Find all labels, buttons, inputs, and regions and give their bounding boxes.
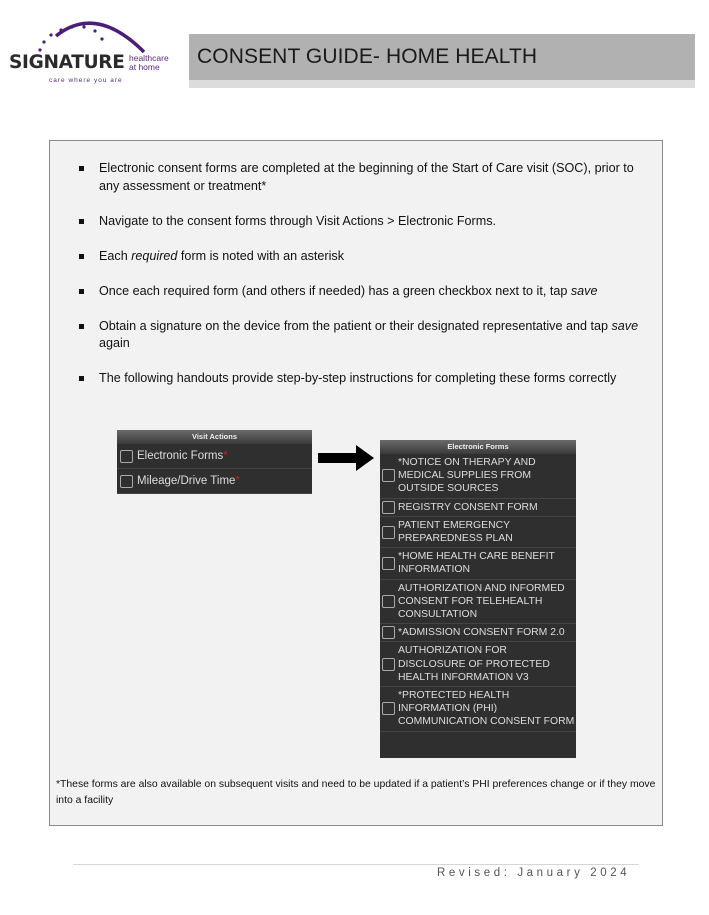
electronic-form-item[interactable]: [380, 687, 576, 732]
bullet-square-icon: [79, 219, 84, 224]
checkbox-icon[interactable]: [382, 501, 395, 514]
checkbox-icon[interactable]: [120, 450, 133, 463]
electronic-form-label: AUTHORIZATION FOR DISCLOSURE OF PROTECTED HEALTH INFORMATION V3: [398, 645, 550, 683]
electronic-form-item[interactable]: [380, 580, 576, 625]
electronic-form-label: *NOTICE ON THERAPY AND MEDICAL SUPPLIES FROM OUTSIDE SOURCES: [398, 457, 536, 495]
electronic-form-item[interactable]: [380, 517, 576, 548]
bullet-text: save: [570, 283, 598, 298]
checkbox-icon[interactable]: [382, 702, 395, 715]
logo-arc-icon: [36, 10, 156, 54]
bullet-item: [78, 283, 654, 301]
footnote: *These forms are also available on subsequent visits and need to be updated if a patient’s PHI preferences change or if they move into a facility: [56, 779, 656, 806]
visit-actions-header: Visit Actions: [117, 430, 312, 444]
bullet-text: Electronic consent forms are completed at the beginning of the Start of Care visit (SOC), prior to any assessment or treatment*: [99, 161, 634, 193]
electronic-forms-panel: [380, 440, 576, 758]
bullet-text: The following handouts provide step-by-step instructions for completing these forms correctly: [99, 371, 617, 385]
bullet-square-icon: [79, 376, 84, 381]
bullet-square-icon: [79, 254, 84, 259]
checkbox-icon[interactable]: [120, 475, 133, 488]
bullet-text: form is noted with an asterisk: [177, 248, 345, 263]
checkbox-icon[interactable]: [382, 595, 395, 608]
logo-brand: SIGNATURE: [9, 52, 125, 73]
electronic-form-item[interactable]: [380, 624, 576, 642]
logo-tagline: care where you are: [49, 77, 123, 84]
electronic-forms-list: [380, 454, 576, 732]
electronic-form-item[interactable]: [380, 642, 576, 687]
bullet-text: Each: [99, 248, 132, 263]
bullet-text: save: [611, 318, 639, 333]
bullet-text: Navigate to the consent forms through Visit Actions > Electronic Forms.: [99, 213, 497, 228]
content-box: [49, 140, 663, 826]
electronic-form-label: *ADMISSION CONSENT FORM 2.0: [398, 627, 565, 639]
checkbox-icon[interactable]: [382, 658, 395, 671]
required-asterisk: *: [223, 450, 228, 462]
electronic-form-label: *PROTECTED HEALTH INFORMATION (PHI) COMMUNICATION CONSENT FORM: [398, 690, 575, 728]
electronic-form-label: PATIENT EMERGENCY PREPAREDNESS PLAN: [398, 519, 513, 545]
electronic-forms-header: Electronic Forms: [380, 440, 576, 454]
electronic-form-item[interactable]: [380, 454, 576, 499]
title-bar: [189, 34, 695, 80]
checkbox-icon[interactable]: [382, 526, 395, 539]
footer-divider: [73, 864, 639, 865]
logo-subtitle-line2: at home: [129, 61, 160, 72]
bullet-item: [78, 213, 654, 231]
bullet-text: Once each required form (and others if needed) has a green checkbox next to it, tap: [99, 283, 571, 298]
bullet-list: [78, 160, 654, 405]
bullet-square-icon: [79, 166, 84, 171]
electronic-form-item[interactable]: [380, 499, 576, 517]
checkbox-icon[interactable]: [382, 469, 395, 482]
required-asterisk: *: [235, 475, 240, 487]
title-underbar: [189, 80, 695, 88]
visit-action-electronic-forms[interactable]: [117, 444, 312, 469]
logo-subtitle-line1: healthcare: [129, 53, 169, 63]
visit-actions-panel: [117, 430, 312, 494]
signature-logo: [6, 10, 184, 88]
bullet-square-icon: [79, 289, 84, 294]
electronic-form-item[interactable]: [380, 548, 576, 579]
bullet-item: [78, 248, 654, 266]
bullet-square-icon: [79, 324, 84, 329]
page-title: CONSENT GUIDE- HOME HEALTH: [197, 45, 538, 68]
logo-subtitle: [129, 54, 169, 71]
bullet-text: again: [99, 336, 130, 350]
visit-action-label: Electronic Forms: [137, 450, 224, 462]
visit-action-label: Mileage/Drive Time: [137, 475, 236, 487]
bullet-item: [78, 370, 654, 388]
electronic-form-label: REGISTRY CONSENT FORM: [398, 501, 538, 513]
revised-date: Revised: January 2024: [437, 867, 631, 879]
bullet-text: Obtain a signature on the device from the patient or their designated representative and tap: [99, 318, 612, 333]
bullet-item: [78, 160, 654, 195]
bullet-text: required: [131, 248, 178, 263]
right-arrow-icon: [318, 445, 374, 471]
bullet-item: [78, 318, 654, 353]
checkbox-icon[interactable]: [382, 557, 395, 570]
checkbox-icon[interactable]: [382, 626, 395, 639]
electronic-form-label: AUTHORIZATION AND INFORMED CONSENT FOR TELEHEALTH CONSULTATION: [398, 582, 565, 621]
electronic-form-label: *HOME HEALTH CARE BENEFIT INFORMATION: [398, 551, 555, 576]
visit-action-mileage[interactable]: [117, 469, 312, 494]
